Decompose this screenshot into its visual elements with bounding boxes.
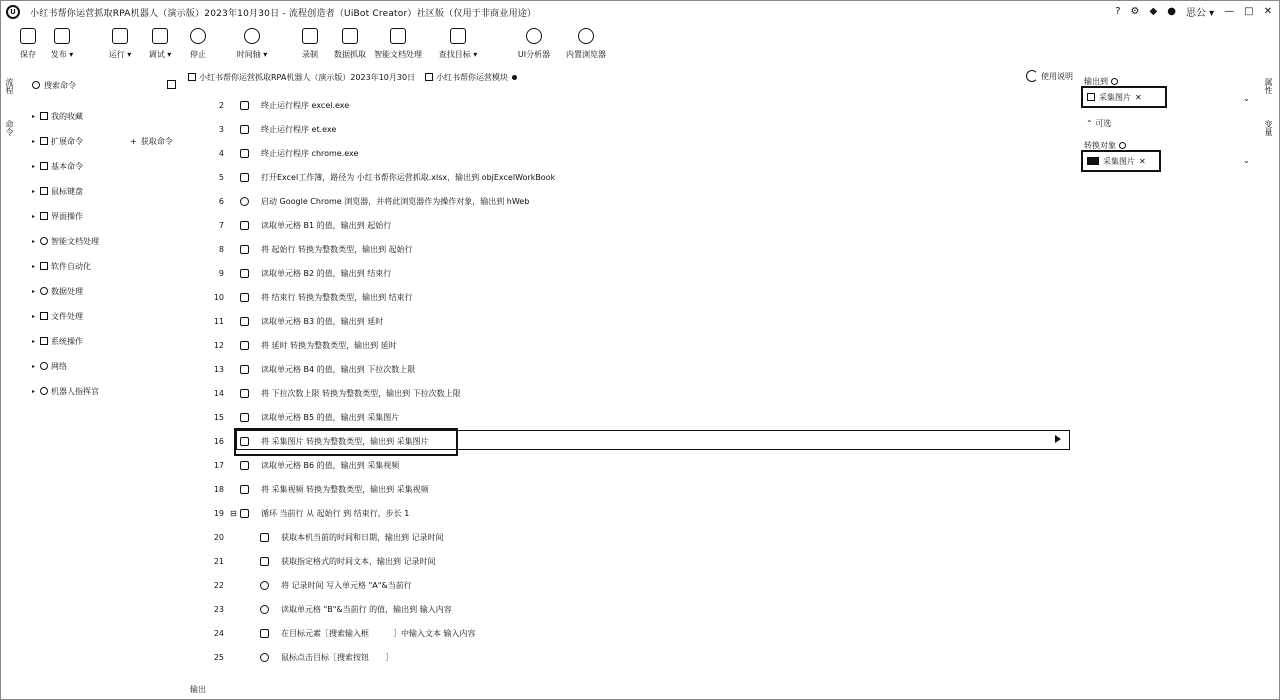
expand-arrow-icon: ▸ <box>32 312 36 320</box>
command-icon <box>260 605 269 614</box>
line-number: 23 <box>213 604 224 614</box>
category-idp[interactable] <box>32 235 99 247</box>
code-line[interactable] <box>204 290 413 304</box>
tab-main-flow[interactable] <box>188 72 415 83</box>
usage-help-label: 使用说明 <box>1041 71 1073 81</box>
line-number: 8 <box>218 244 224 254</box>
code-line[interactable] <box>204 410 399 424</box>
command-text: 鼠标点击目标［搜索按钮 ］ <box>281 652 393 662</box>
line-number: 2 <box>218 100 224 110</box>
line-number: 12 <box>213 340 224 350</box>
save-icon <box>20 28 36 44</box>
title-bar <box>0 0 1280 24</box>
timeline-label: 时间轴 ▾ <box>236 50 268 59</box>
clock-icon <box>244 28 260 44</box>
optional-toggle[interactable]: ⌃ 可选 <box>1086 119 1112 128</box>
plus-icon: + <box>130 137 137 146</box>
command-icon <box>240 221 249 230</box>
code-line[interactable] <box>204 218 391 232</box>
category-network[interactable] <box>32 360 67 372</box>
run-icon <box>112 28 128 44</box>
category-commander[interactable] <box>32 385 99 397</box>
app-logo-icon: U <box>6 5 20 19</box>
expand-arrow-icon: ▸ <box>32 187 36 195</box>
line-number: 16 <box>213 436 224 446</box>
command-icon <box>240 101 249 110</box>
command-text: 将 结束行 转换为整数类型，输出到 结束行 <box>261 292 413 302</box>
minimize-button[interactable]: — <box>1224 6 1235 17</box>
expand-arrow-icon: ▸ <box>32 212 36 220</box>
maximize-button[interactable]: □ <box>1244 6 1254 17</box>
code-line[interactable] <box>204 242 413 256</box>
command-text: 将 采集图片 转换为整数类型，输出到 采集图片 <box>261 436 429 446</box>
help-circle-icon <box>1111 78 1118 85</box>
line-number: 7 <box>218 220 224 230</box>
expand-arrow-icon: ▸ <box>32 162 36 170</box>
theme-icon[interactable]: ◆ <box>1149 6 1158 17</box>
tab-flow[interactable]: 流程 <box>5 78 14 94</box>
main-toolbar <box>0 26 1280 66</box>
get-command-label: 获取命令 <box>140 137 173 146</box>
file-icon <box>40 312 48 320</box>
optional-label: 可选 <box>1095 119 1112 128</box>
idp-label: 智能文档处理 <box>374 50 422 59</box>
loading-icon <box>1026 70 1038 82</box>
line-number: 18 <box>213 484 224 494</box>
command-icon <box>240 293 249 302</box>
stop-label: 停止 <box>190 50 206 59</box>
line-number: 11 <box>213 316 224 326</box>
line-number: 25 <box>213 652 224 662</box>
category-label: 扩展命令 <box>51 136 83 146</box>
record-label: 录制 <box>302 50 318 59</box>
help-icon[interactable]: ? <box>1115 6 1121 17</box>
command-icon <box>260 557 269 566</box>
data-icon <box>40 287 48 295</box>
line-number: 3 <box>218 124 224 134</box>
command-text: 将 采集视频 转换为整数类型，输出到 采集视频 <box>261 484 429 494</box>
command-text: 读取单元格 B2 的值，输出到 结束行 <box>261 268 392 278</box>
category-label: 智能文档处理 <box>51 236 99 246</box>
line-number: 4 <box>218 148 224 158</box>
builtin-browser-label: 内置浏览器 <box>566 50 606 59</box>
convert-object-field[interactable] <box>1081 150 1161 172</box>
output-to-value: 采集图片 <box>1099 92 1131 102</box>
close-button[interactable]: ✕ <box>1263 6 1272 17</box>
category-system[interactable] <box>32 335 83 347</box>
document-ai-icon <box>40 237 48 245</box>
line-number: 5 <box>218 172 224 182</box>
code-line[interactable] <box>204 194 529 208</box>
command-text: 启动 Google Chrome 浏览器，并将此浏览器作为操作对象，输出到 hWeb <box>261 196 530 206</box>
line-number: 19 <box>213 508 224 518</box>
ui-analyzer-label: UI分析器 <box>517 50 551 59</box>
command-icon <box>240 509 249 518</box>
category-label: 网络 <box>51 361 67 371</box>
line-number: 17 <box>213 460 224 470</box>
command-icon <box>260 629 269 638</box>
timeline-button[interactable] <box>228 26 276 60</box>
code-line[interactable] <box>204 338 397 352</box>
save-label: 保存 <box>20 50 36 59</box>
command-icon <box>260 581 269 590</box>
find-target-label: 查找目标 ▾ <box>438 50 478 59</box>
command-icon <box>240 317 249 326</box>
output-to-field[interactable] <box>1081 86 1167 108</box>
command-text: 终止运行程序 excel.exe <box>261 100 350 110</box>
command-text: 将 延时 转换为整数类型，输出到 延时 <box>261 340 397 350</box>
code-line[interactable] <box>204 602 452 616</box>
window-controls <box>1115 4 1272 19</box>
command-text: 在目标元素［搜索输入框 ］中输入文本 输入内容 <box>281 628 476 638</box>
command-text: 读取单元格 B1 的值，输出到 起始行 <box>261 220 392 230</box>
code-line[interactable] <box>204 578 412 592</box>
command-text: 终止运行程序 chrome.exe <box>261 148 359 158</box>
unsaved-dot-icon <box>512 75 517 80</box>
expand-arrow-icon: ▸ <box>32 112 36 120</box>
category-favorites[interactable] <box>32 110 83 122</box>
category-label: 基本命令 <box>51 161 83 171</box>
category-data[interactable] <box>32 285 83 297</box>
command-text: 循环 当前行 从 起始行 到 结束行，步长 1 <box>261 508 410 518</box>
remove-icon[interactable]: ✕ <box>1139 156 1146 166</box>
command-icon <box>240 245 249 254</box>
publish-button[interactable] <box>38 26 86 60</box>
code-line[interactable] <box>204 482 429 496</box>
line-number: 20 <box>213 532 224 542</box>
run-label: 运行 ▾ <box>108 50 132 59</box>
code-line[interactable] <box>204 554 436 568</box>
category-label: 我的收藏 <box>51 111 83 121</box>
get-command-button[interactable] <box>130 136 173 147</box>
code-line[interactable] <box>204 458 399 472</box>
command-text: 将 起始行 转换为整数类型，输出到 起始行 <box>261 244 413 254</box>
send-icon <box>54 28 70 44</box>
usage-help-link[interactable] <box>1026 70 1073 82</box>
expand-arrow-icon: ▸ <box>32 287 36 295</box>
avatar[interactable]: ● <box>1167 6 1176 17</box>
stop-icon <box>190 28 206 44</box>
command-icon <box>240 389 249 398</box>
keyboard-icon <box>40 187 48 195</box>
line-number: 9 <box>218 268 224 278</box>
search-placeholder: 搜索命令 <box>44 80 76 90</box>
category-label: 数据处理 <box>51 286 83 296</box>
category-software-automation[interactable] <box>32 260 91 272</box>
user-menu[interactable]: 思公 ▾ <box>1185 8 1215 19</box>
command-text: 读取单元格 B5 的值，输出到 采集图片 <box>261 412 400 422</box>
debug-label: 调试 ▾ <box>148 50 172 59</box>
tab-module[interactable] <box>425 72 517 83</box>
command-icon <box>240 413 249 422</box>
code-line[interactable] <box>204 362 415 376</box>
find-target-button[interactable] <box>434 26 482 60</box>
output-to-text: 输出到 <box>1084 77 1108 86</box>
line-number: 21 <box>213 556 224 566</box>
command-text: 打开Excel工作簿，路径为 小红书帮你运营抓取.xlsx，输出到 objExcelWorkBook <box>261 172 556 182</box>
builtin-browser-button[interactable] <box>562 26 610 60</box>
line-number: 15 <box>213 412 224 422</box>
code-line[interactable] <box>204 146 358 160</box>
code-line[interactable] <box>204 626 476 640</box>
extension-icon <box>40 137 48 145</box>
category-label: 系统操作 <box>51 336 83 346</box>
line-number: 13 <box>213 364 224 374</box>
ui-analyzer-button[interactable] <box>510 26 558 60</box>
command-icon <box>260 533 269 542</box>
command-icon <box>240 461 249 470</box>
command-text: 读取单元格 B4 的值，输出到 下拉次数上限 <box>261 364 416 374</box>
window-title: 小红书帮你运营抓取RPA机器人（演示版）2023年10月30日 - 流程创造者（UiBot Creator）社区版（仅用于非商业用途） <box>30 8 537 19</box>
tab-commands[interactable]: 命令 <box>5 120 14 136</box>
command-text: 将 记录时间 写入单元格 "A"&当前行 <box>281 580 412 590</box>
browser-icon <box>578 28 594 44</box>
publish-label: 发布 ▾ <box>50 50 74 59</box>
idp-button[interactable] <box>374 26 422 60</box>
convert-object-value: 采集图片 <box>1103 156 1135 166</box>
expand-arrow-icon: ▸ <box>32 387 36 395</box>
record-icon <box>302 28 318 44</box>
variable-icon <box>1087 93 1095 101</box>
star-icon <box>40 112 48 120</box>
chevron-down-icon[interactable]: ⌄ <box>1243 156 1250 165</box>
category-label: 界面操作 <box>51 211 83 221</box>
chevron-down-icon[interactable]: ⌄ <box>1243 94 1250 103</box>
command-text: 读取单元格 "B"&当前行 的值，输出到 输入内容 <box>281 604 452 614</box>
flow-icon <box>188 73 196 81</box>
command-icon <box>260 653 269 662</box>
line-number: 14 <box>213 388 224 398</box>
line-number: 24 <box>213 628 224 638</box>
fold-toggle-icon[interactable]: ⊟ <box>230 508 237 518</box>
command-icon <box>240 173 249 182</box>
tab-variables[interactable]: 变量 <box>1264 120 1273 136</box>
code-line[interactable] <box>204 170 555 184</box>
output-panel-tab[interactable]: 输出 <box>190 685 206 694</box>
category-basic[interactable] <box>32 160 83 172</box>
command-text: 将 下拉次数上限 转换为整数类型，输出到 下拉次数上限 <box>261 388 461 398</box>
tab-module-label: 小红书帮你运营模块 <box>436 72 509 82</box>
code-line[interactable] <box>204 506 409 520</box>
category-ui-ops[interactable] <box>32 210 83 222</box>
code-line[interactable] <box>204 266 391 280</box>
command-icon <box>240 269 249 278</box>
data-scrape-label: 数据抓取 <box>334 50 366 59</box>
code-line[interactable] <box>204 122 336 136</box>
code-line[interactable] <box>204 530 444 544</box>
category-mouse-keyboard[interactable] <box>32 185 83 197</box>
module-icon <box>425 73 433 81</box>
command-icon <box>240 125 249 134</box>
app-icon <box>40 262 48 270</box>
command-text: 读取单元格 B3 的值，输出到 延时 <box>261 316 384 326</box>
command-text: 获取本机当前的时间和日期，输出到 记录时间 <box>281 532 444 542</box>
command-icon <box>240 365 249 374</box>
line-number: 6 <box>218 196 224 206</box>
settings-icon[interactable]: ⚙ <box>1130 6 1140 17</box>
stop-button[interactable] <box>174 26 222 60</box>
command-search-input[interactable] <box>32 78 180 92</box>
variable-icon <box>1087 157 1099 165</box>
globe-icon <box>40 362 48 370</box>
code-line[interactable] <box>204 98 349 112</box>
expand-arrow-icon: ▸ <box>32 362 36 370</box>
search-icon <box>32 81 40 89</box>
category-extension[interactable] <box>32 135 83 147</box>
command-text: 读取单元格 B6 的值，输出到 采集视频 <box>261 460 400 470</box>
command-icon <box>240 341 249 350</box>
expand-arrow-icon: ▸ <box>32 137 36 145</box>
debug-icon <box>152 28 168 44</box>
line-number: 22 <box>213 580 224 590</box>
line-number: 10 <box>213 292 224 302</box>
run-line-icon[interactable] <box>1055 435 1061 443</box>
window-icon <box>40 212 48 220</box>
expand-arrow-icon: ▸ <box>32 337 36 345</box>
help-circle-icon <box>1119 142 1126 149</box>
remove-icon[interactable]: ✕ <box>1135 92 1142 102</box>
code-line[interactable] <box>204 386 461 400</box>
data-scrape-button[interactable] <box>326 26 374 60</box>
category-label: 文件处理 <box>51 311 83 321</box>
editor-tab-bar <box>188 70 517 84</box>
command-text: 终止运行程序 et.exe <box>261 124 337 134</box>
command-icon <box>240 197 249 206</box>
category-label: 鼠标键盘 <box>51 186 83 196</box>
command-icon <box>240 149 249 158</box>
selected-line-highlight <box>234 428 458 456</box>
scrape-icon <box>342 28 358 44</box>
idp-icon <box>390 28 406 44</box>
basic-icon <box>40 162 48 170</box>
analyzer-icon <box>526 28 542 44</box>
expand-arrow-icon: ▸ <box>32 262 36 270</box>
command-icon <box>240 485 249 494</box>
target-icon <box>450 28 466 44</box>
tab-main-flow-label: 小红书帮你运营抓取RPA机器人（演示版）2023年10月30日 <box>199 72 416 82</box>
command-text: 获取指定格式的时间文本，输出到 记录时间 <box>281 556 436 566</box>
expand-arrow-icon: ▸ <box>32 237 36 245</box>
monitor-icon <box>40 337 48 345</box>
collapse-panel-icon[interactable] <box>167 80 176 89</box>
category-label: 软件自动化 <box>51 261 91 271</box>
tab-properties[interactable]: 属性 <box>1264 78 1273 94</box>
convert-object-text: 转换对象 <box>1084 141 1116 150</box>
robot-icon <box>40 387 48 395</box>
category-file[interactable] <box>32 310 83 322</box>
code-line[interactable] <box>204 314 383 328</box>
code-line[interactable] <box>204 650 393 664</box>
category-label: 机器人指挥官 <box>51 386 99 396</box>
